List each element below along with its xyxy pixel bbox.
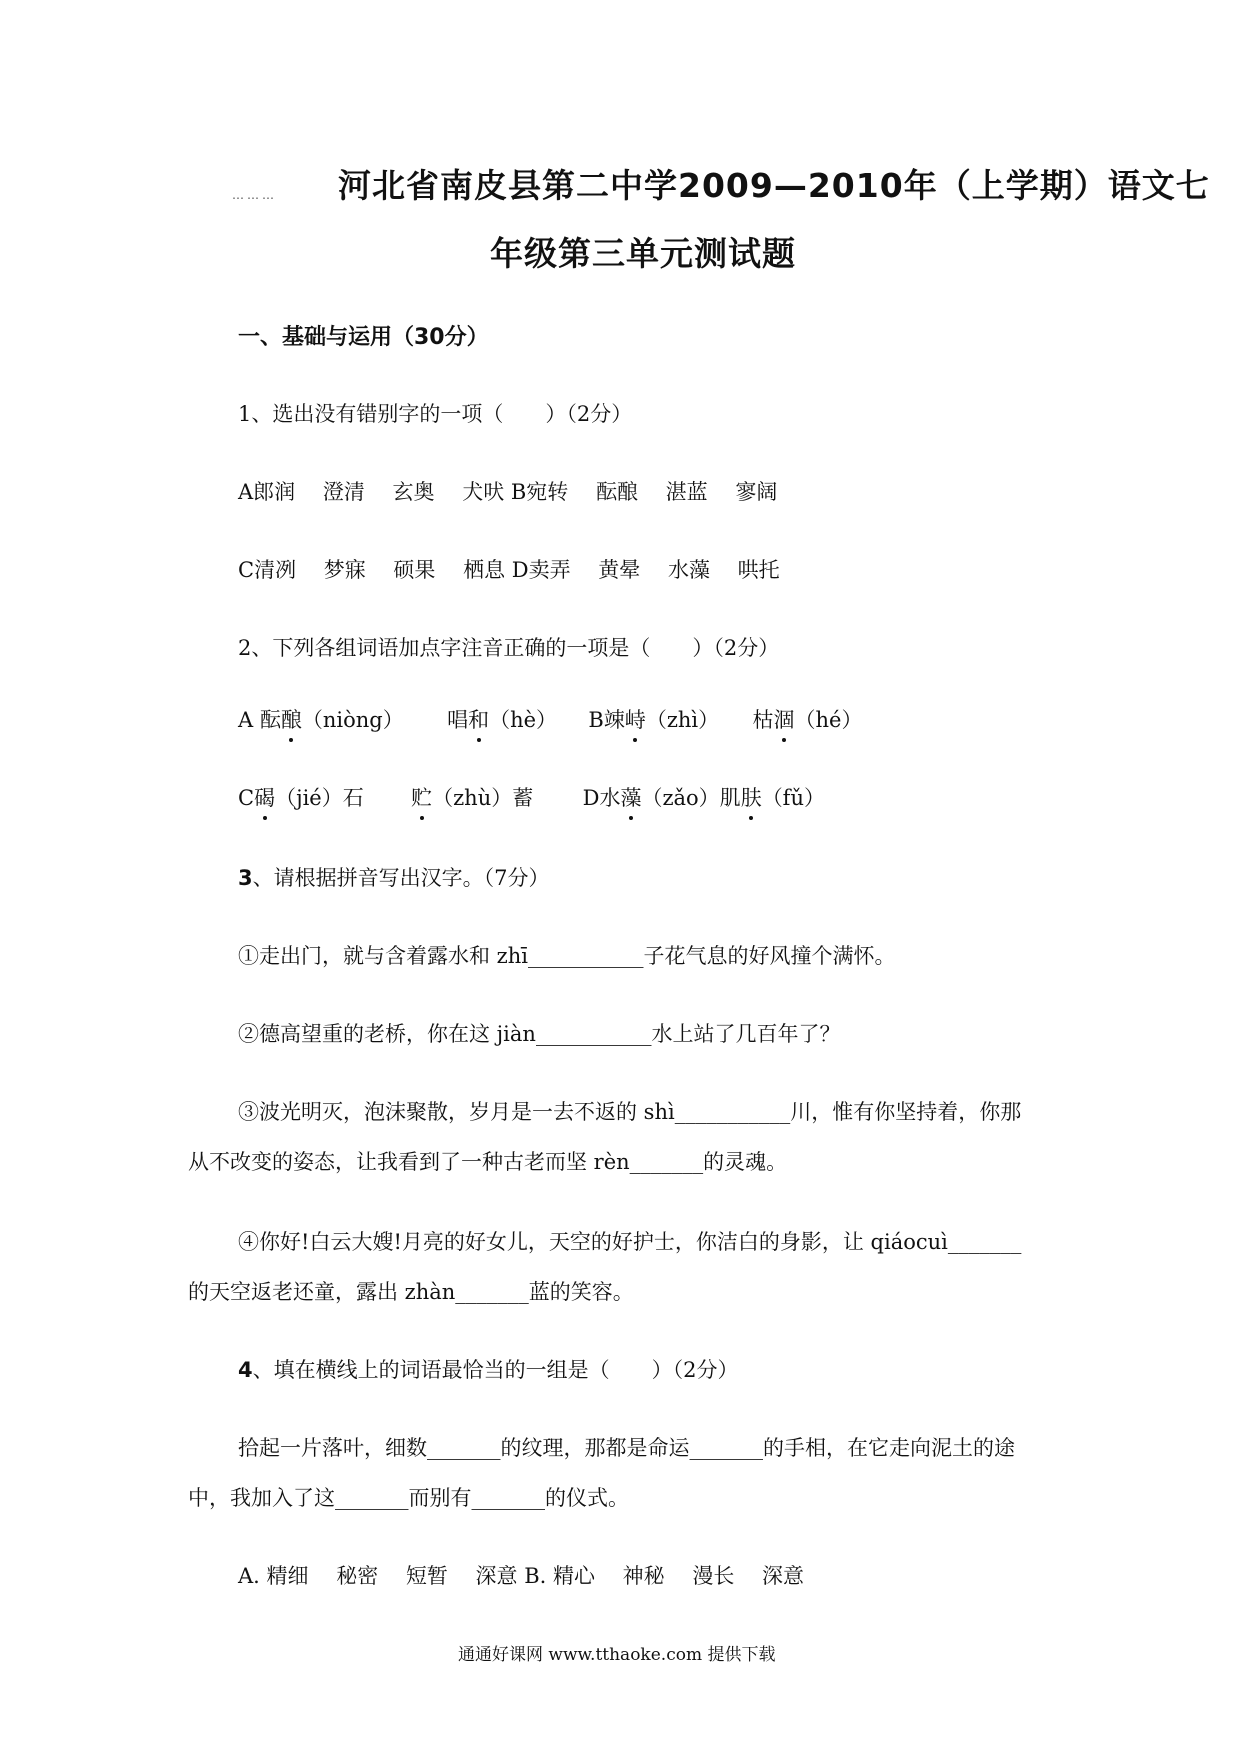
- dotted-char: 贮: [411, 782, 432, 812]
- pinyin: （zhì）: [645, 708, 720, 732]
- dotted-char: 和: [468, 704, 489, 734]
- title-leader-dots: ………: [232, 188, 277, 202]
- option-label: C: [238, 786, 255, 810]
- question-1-stem: 1、选出没有错别字的一项（ ）（2分）: [238, 402, 633, 426]
- question-4-options: A. 精细 秘密 短暂 深意 B. 精心 神秘 漫长 深意: [238, 1564, 805, 1588]
- question-4-passage-1: 拾起一片落叶，细数_______的纹理，那都是命运_______的手相，在它走向泥土的途: [238, 1436, 1015, 1460]
- dotted-char: 肤: [741, 782, 762, 812]
- question-1-options-cd: C清冽 梦寐 硕果 栖息 D卖弄 黄晕 水藻 哄托: [238, 558, 780, 582]
- dotted-char: 酿: [281, 704, 302, 734]
- question-3-sentence-3b: 从不改变的姿态，让我看到了一种古老而坚 rèn_______的灵魂。: [188, 1150, 788, 1174]
- pinyin: （fǔ）: [761, 786, 825, 810]
- char: 酝: [259, 708, 281, 732]
- char: 枯: [752, 708, 774, 732]
- footer-text: 通通好课网 www.tthaoke.com 提供下载: [458, 1645, 776, 1665]
- question-1-options-ab: A郎润 澄清 玄奥 犬吠 B宛转 酝酿 湛蓝 寥阔: [238, 480, 778, 504]
- option-label: B: [588, 708, 604, 732]
- pinyin: （hè）: [489, 708, 558, 732]
- section-heading: 一、基础与运用（30分）: [238, 325, 489, 350]
- question-number: 3: [238, 866, 253, 890]
- dotted-char: 涸: [774, 704, 795, 734]
- question-3-sentence-2: ②德高望重的老桥，你在这 jiàn___________水上站了几百年了？: [238, 1022, 841, 1046]
- question-2-options-cd: [238, 782, 825, 812]
- pinyin: （hé）: [794, 708, 863, 732]
- question-4-stem: [238, 1354, 738, 1384]
- question-3-sentence-3a: ③波光明灭，泡沫聚散，岁月是一去不返的 shì___________川，惟有你坚持着，你那: [238, 1100, 1022, 1124]
- question-3-stem: [238, 862, 550, 892]
- pinyin: （zǎo）肌: [641, 786, 741, 810]
- pinyin: （niòng）: [301, 708, 404, 732]
- question-text: 、填在横线上的词语最恰当的一组是（ ）（2分）: [252, 1358, 739, 1382]
- char: 竦: [603, 708, 625, 732]
- pinyin: （jié）石: [275, 786, 364, 810]
- question-number: 4: [238, 1358, 253, 1382]
- question-4-passage-2: 中，我加入了这_______而别有_______的仪式。: [188, 1486, 629, 1510]
- question-2-options-ab: [238, 704, 862, 734]
- question-text: 、请根据拼音写出汉字。（7分）: [252, 866, 550, 890]
- question-2-stem: 2、下列各组词语加点字注音正确的一项是（ ）（2分）: [238, 636, 780, 660]
- dotted-char: 碣: [254, 782, 275, 812]
- pinyin: （zhù）蓄: [432, 786, 534, 810]
- option-label: A: [238, 708, 260, 732]
- dotted-char: 藻: [620, 782, 641, 812]
- page-title-line1: 河北省南皮县第二中学2009—2010年（上学期）语文七: [338, 166, 1210, 205]
- question-3-sentence-4a: ④你好!白云大嫂!月亮的好女儿，天空的好护士，你洁白的身影，让 qiáocuì_______: [238, 1230, 1022, 1254]
- page-title-line2: 年级第三单元测试题: [490, 234, 796, 273]
- char: 唱: [447, 708, 469, 732]
- question-3-sentence-1: ①走出门，就与含着露水和 zhī___________子花气息的好风撞个满怀。: [238, 944, 896, 968]
- option-label: D水: [582, 786, 621, 810]
- question-3-sentence-4b: 的天空返老还童，露出 zhàn_______蓝的笑容。: [188, 1280, 634, 1304]
- dotted-char: 峙: [625, 704, 646, 734]
